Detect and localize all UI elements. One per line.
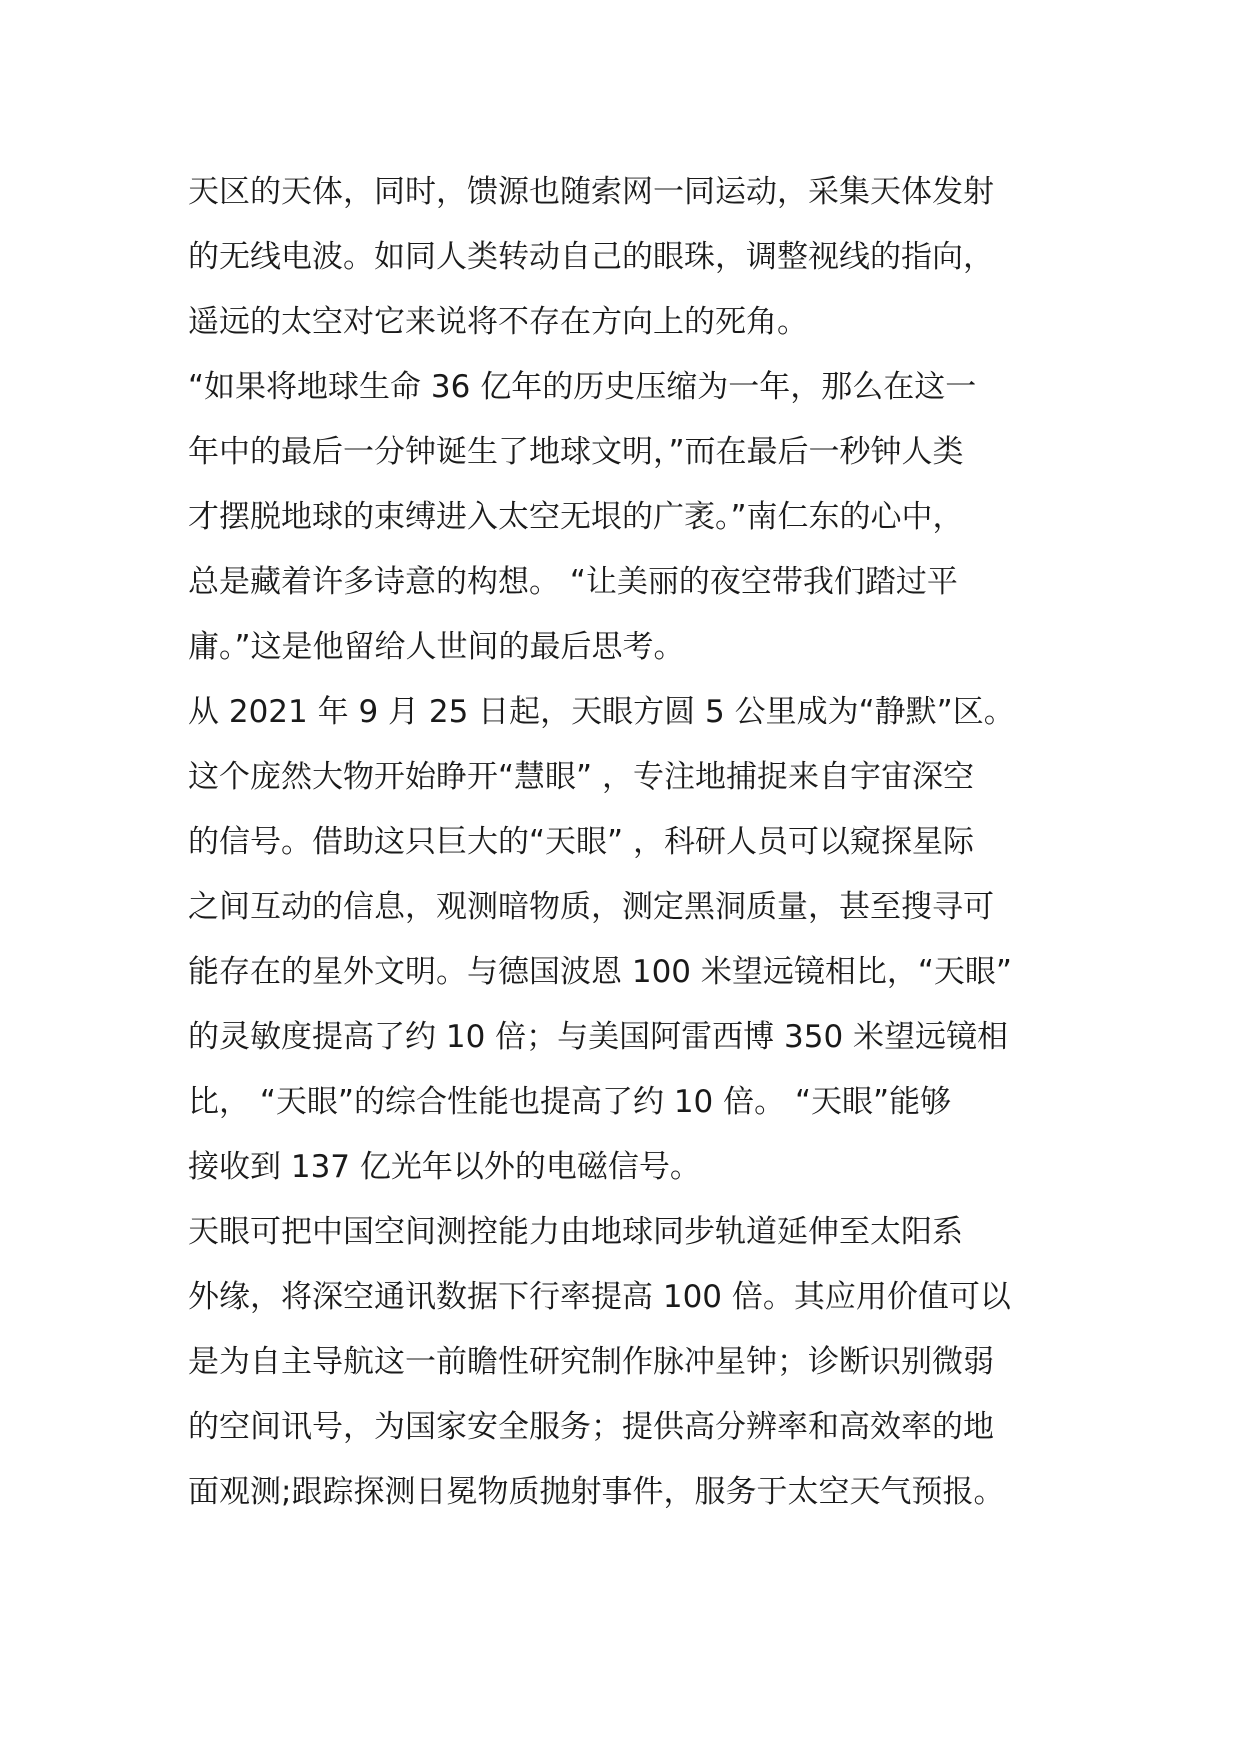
text-line: 从 2021 年 9 月 25 日起，天眼方圆 5 公里成为“静默”区。 (188, 694, 1015, 730)
text-line: 这个庞然大物开始睁开“慧眼” ，专注地捕捉来自宇宙深空 (188, 759, 974, 795)
text-line: 面观测;跟踪探测日冕物质抛射事件，服务于太空天气预报。 (188, 1474, 1005, 1510)
text-line: 天区的天体，同时，馈源也随索网一同运动，采集天体发射 (188, 174, 994, 210)
text-line: 接收到 137 亿光年以外的电磁信号。 (188, 1149, 701, 1185)
text-line: 能存在的星外文明。与德国波恩 100 米望远镜相比，“天眼” (188, 954, 1012, 990)
text-line: 的信号。借助这只巨大的“天眼” ，科研人员可以窥探星际 (188, 824, 974, 860)
body-text (188, 160, 1068, 1525)
text-line: “如果将地球生命 36 亿年的历史压缩为一年，那么在这一 (188, 369, 977, 405)
text-line: 庸。”这是他留给人世间的最后思考。 (188, 629, 685, 665)
text-line: 年中的最后一分钟诞生了地球文明，”而在最后一秒钟人类 (188, 434, 964, 470)
text-line: 比， “天眼”的综合性能也提高了约 10 倍。 “天眼”能够 (188, 1084, 952, 1120)
text-line: 天眼可把中国空间测控能力由地球同步轨道延伸至太阳系 (188, 1214, 963, 1250)
text-line: 外缘，将深空通讯数据下行率提高 100 倍。其应用价值可以 (188, 1279, 1011, 1315)
text-line: 总是藏着许多诗意的构想。 “让美丽的夜空带我们踏过平 (188, 564, 958, 600)
text-line: 才摆脱地球的束缚进入太空无垠的广袤。”南仁东的心中， (188, 499, 964, 535)
text-line: 的灵敏度提高了约 10 倍；与美国阿雷西博 350 米望远镜相 (188, 1019, 1009, 1055)
text-line: 的空间讯号，为国家安全服务；提供高分辨率和高效率的地 (188, 1409, 994, 1445)
text-line: 的无线电波。如同人类转动自己的眼珠，调整视线的指向， (188, 239, 994, 275)
text-line: 遥远的太空对它来说将不存在方向上的死角。 (188, 304, 808, 340)
text-line: 是为自主导航这一前瞻性研究制作脉冲星钟；诊断识别微弱 (188, 1344, 994, 1380)
text-line: 之间互动的信息，观测暗物质，测定黑洞质量，甚至搜寻可 (188, 889, 994, 925)
